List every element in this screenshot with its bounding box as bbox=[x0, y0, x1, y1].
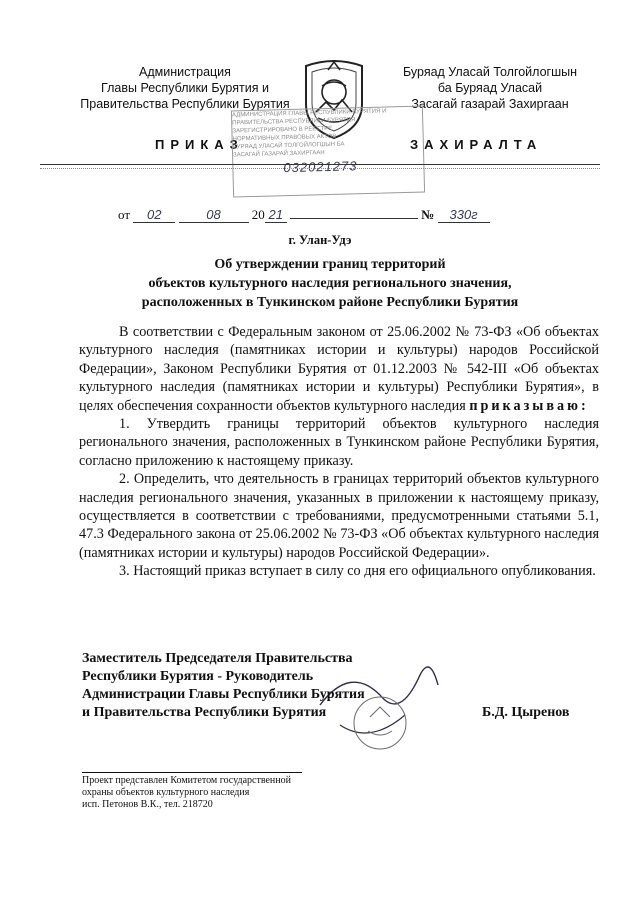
number-label: № bbox=[421, 207, 435, 222]
date-year-suffix: 21 bbox=[265, 207, 287, 223]
stamp-line: АДМИНИСТРАЦИЯ ГЛАВЫ РЕСПУБЛИКИ БУРЯТИЯ И bbox=[231, 108, 387, 119]
issuer-bua-line: Засагай газарай Захиргаан bbox=[411, 97, 569, 111]
issuer-ru-line: Правительства Республики Бурятия bbox=[80, 97, 290, 111]
clause-1: 1. Утвердить границы территорий объектов культурного наследия регионального значения, расположенных в Тункинском районе Республики Бурятия, согласно приложению к настоящему приказу. bbox=[79, 416, 599, 469]
stamp-line: ЗАСАГАЙ ГАЗАРАЙ ЗАХИРГААН bbox=[232, 150, 325, 159]
position-line: Администрации Главы Республики Бурятия bbox=[82, 687, 365, 702]
stamp-registration-number: 032021273 bbox=[283, 158, 358, 176]
issuer-bua-line: ба Буряад Уласай bbox=[437, 81, 543, 95]
document-body bbox=[79, 323, 599, 581]
stamp-line: НОРМАТИВНЫХ ПРАВОВЫХ АКТОВ bbox=[232, 133, 337, 143]
footnote-line: Проект представлен Комитетом государственной bbox=[82, 775, 291, 786]
stamp-line: БУРЯАД УЛАСАЙ ТОЛГОЙЛОГШЫН БА bbox=[232, 141, 345, 151]
date-year-prefix: 20 bbox=[251, 207, 265, 222]
city: г. Улан-Удэ bbox=[288, 233, 352, 247]
issuer-ru-line: Главы Республики Бурятия и bbox=[101, 81, 269, 95]
date-month: 08 bbox=[179, 207, 249, 223]
issuer-ru bbox=[60, 64, 310, 112]
signatory-position bbox=[82, 650, 365, 722]
footnote-divider bbox=[82, 772, 302, 773]
title-line: Об утверждении границ территорий bbox=[214, 257, 446, 272]
footnote-line: исп. Петонов В.К., тел. 218720 bbox=[82, 799, 213, 810]
registration-stamp bbox=[231, 106, 425, 198]
footnote-line: охраны объектов культурного наследия bbox=[82, 787, 250, 798]
title-line: расположенных в Тункинском районе Республики Бурятия bbox=[141, 295, 519, 310]
preamble-text: В соответствии с Федеральным законом от 25.06.2002 № 73-ФЗ «Об объектах культурного наследия (памятниках истории и культуры) народов Российской Федерации», Законом Республики Бурятия от 01.12.2003 № 542-III «Об объектах культурного наследия (памятниках истории и культуры) Республики Бурятия», в целях обеспечения сохранности объектов культурного наследия bbox=[79, 324, 599, 414]
title-line: объектов культурного наследия регионального значения, bbox=[148, 276, 512, 291]
stamp-line: ПРАВИТЕЛЬСТВА РЕСПУБЛИКИ БУРЯТИЯ bbox=[232, 117, 356, 127]
order-number: 330г bbox=[438, 207, 490, 223]
order-word: приказываю: bbox=[469, 397, 589, 414]
footnote bbox=[82, 775, 291, 811]
issuer-bua-line: Буряад Уласай Толгойлогшын bbox=[402, 65, 578, 79]
date-day: 02 bbox=[133, 207, 175, 223]
position-line: Республики Бурятия - Руководитель bbox=[82, 669, 314, 684]
header-divider bbox=[40, 164, 600, 165]
order-heading-ru: ПРИКАЗ bbox=[155, 137, 244, 152]
header-divider-secondary bbox=[40, 168, 600, 169]
stamp-line: ЗАРЕГИСТРИРОВАНО В РЕЕСТРЕ bbox=[232, 125, 333, 135]
document-title bbox=[80, 255, 580, 312]
issuer-ru-line: Администрация bbox=[139, 65, 231, 79]
preamble-paragraph bbox=[79, 323, 599, 415]
order-heading-bua: ЗАХИРАЛТА bbox=[410, 137, 543, 152]
position-line: и Правительства Республики Бурятия bbox=[82, 705, 327, 720]
clause-2: 2. Определить, что деятельность в границах территорий объектов культурного наследия регионального значения, указанных в приложении к настоящему приказу, осуществляется в соответствии с требованиями, предусмотренными статьями 5.1, 47.3 Федерального закона от 25.06.2002 № 73-ФЗ «Об объектах культурного наследия (памятниках истории и культуры) народов Российской Федерации». bbox=[79, 471, 599, 561]
date-prefix: от bbox=[118, 207, 131, 222]
clause-3: 3. Настоящий приказ вступает в силу со дня его официального опубликования. bbox=[119, 563, 596, 580]
signatory-name: Б.Д. Цыренов bbox=[482, 705, 570, 720]
date-line bbox=[118, 207, 490, 223]
position-line: Заместитель Председателя Правительства bbox=[82, 651, 353, 666]
